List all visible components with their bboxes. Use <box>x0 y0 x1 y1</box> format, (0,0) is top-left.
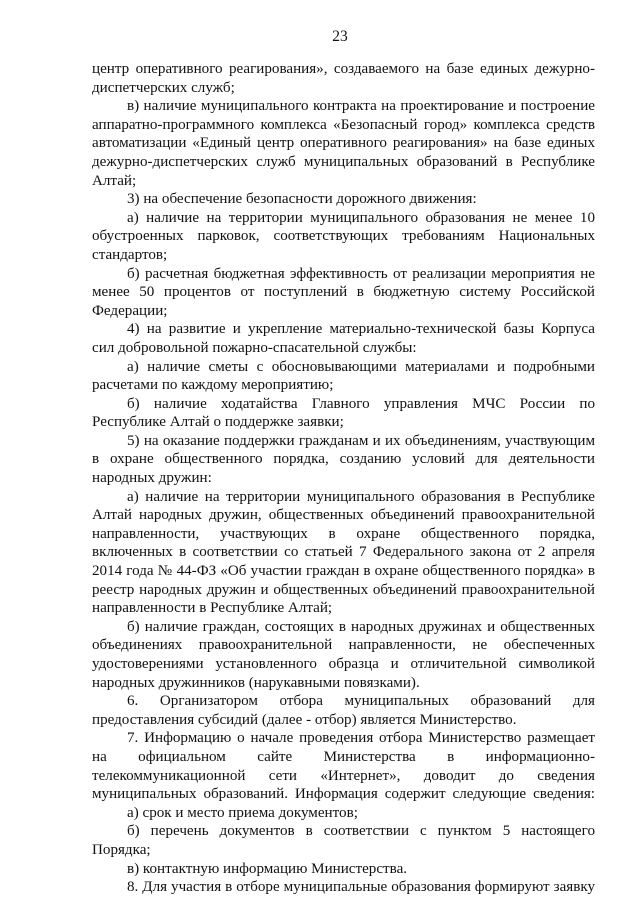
text-line: сил добровольной пожарно-спасательной службы: <box>92 339 417 356</box>
text-line: а) наличие на территории муниципального образования не менее 10 <box>127 209 595 226</box>
text-line: в) наличие муниципального контракта на проектирование и построение <box>127 98 595 115</box>
text-line: обустроенных парковок, соответствующих требованиям Национальных <box>92 228 595 245</box>
text-line: муниципальных образований. Информация содержит следующие сведения: <box>92 786 595 803</box>
text-line: направленности, участвующих в охране общественного порядка, <box>92 525 595 542</box>
text-line: 6. Организатором отбора муниципальных образований для <box>127 693 595 710</box>
page-number: 23 <box>332 28 348 45</box>
text-line: а) срок и место приема документов; <box>127 804 358 821</box>
text-line: на официальном сайте Министерства в информационно- <box>92 748 595 765</box>
text-line: центр оперативного реагирования», создаваемого на базе единых дежурно- <box>92 61 595 77</box>
text-line: б) наличие ходатайства Главного управления МЧС России по <box>127 395 595 412</box>
text-line: дежурно-диспетчерских служб муниципальных образований в Республике <box>92 153 595 170</box>
text-line: 2014 года № 44-ФЗ «Об участии граждан в охране общественного порядка» в <box>92 563 595 580</box>
text-line: Федерации; <box>92 302 168 319</box>
text-line: объединениях правоохранительной направленности, не обеспеченных <box>92 637 595 654</box>
text-line: Республике Алтай о поддержке заявки; <box>92 414 344 431</box>
text-line: 4) на развитие и укрепление материально-технической базы Корпуса <box>127 321 595 338</box>
text-line: Алтай народных дружин, общественных объединений правоохранительной <box>92 507 595 524</box>
text-line: 5) на оказание поддержки гражданам и их объединениям, участвующим <box>127 432 595 449</box>
text-line: Порядка; <box>92 841 151 858</box>
text-line: направленности в Республике Алтай; <box>92 600 333 617</box>
text-line: реестр народных дружин и общественных объединений правоохранительной <box>92 581 595 598</box>
text-line: удостоверениями установленного образца и отличительной символикой <box>92 656 595 672</box>
text-line: автоматизации «Единый центр оперативного реагирования» на базе единых <box>92 135 595 152</box>
text-line: а) наличие сметы с обосновывающими материалами и подробными <box>127 358 595 375</box>
text-line: менее 50 процентов от поступлений в бюджетную систему Российской <box>92 284 595 301</box>
text-line: народных дружин: <box>92 470 212 487</box>
text-line: включенных в соответствии со статьей 7 Федерального закона от 2 апреля <box>92 544 595 561</box>
document-body <box>92 60 595 897</box>
text-line: 3) на обеспечение безопасности дорожного движения: <box>127 191 477 208</box>
text-line: а) наличие на территории муниципального образования в Республике <box>127 488 595 505</box>
text-line: 7. Информацию о начале проведения отбора Министерство размещает <box>127 730 595 747</box>
text-line: Алтай; <box>92 172 137 189</box>
text-line: телекоммуникационной сети «Интернет», доводит до сведения <box>92 767 595 784</box>
text-line: предоставления субсидий (далее - отбор) является Министерство. <box>92 711 517 728</box>
text-line: 8. Для участия в отборе муниципальные образования формируют заявку <box>127 879 595 896</box>
text-line: диспетчерских служб; <box>92 79 235 96</box>
text-line: стандартов; <box>92 246 168 263</box>
text-line: в охране общественного порядка, созданию условий для деятельности <box>92 451 595 468</box>
text-line: б) расчетная бюджетная эффективность от реализации мероприятия не <box>127 265 595 282</box>
text-line: в) контактную информацию Министерства. <box>127 860 408 877</box>
text-line: аппаратно-программного комплекса «Безопасный город» комплекса средств <box>92 116 595 133</box>
text-line: б) наличие граждан, состоящих в народных дружинах и общественных <box>127 618 595 635</box>
text-line: б) перечень документов в соответствии с пунктом 5 настоящего <box>127 823 595 840</box>
text-line: расчетами по каждому мероприятию; <box>92 377 334 394</box>
text-line: народных дружинников (нарукавными повязками). <box>92 674 420 691</box>
